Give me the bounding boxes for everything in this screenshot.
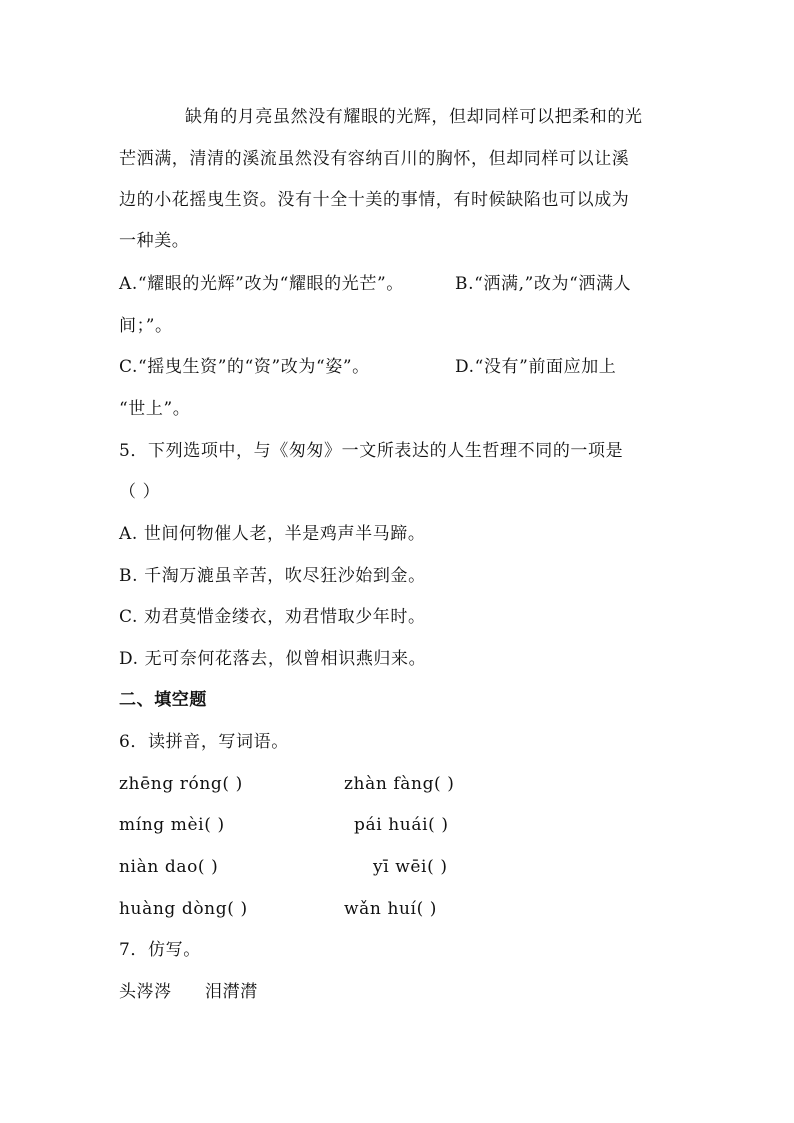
q5-option-c: C. 劝君莫惜金缕衣，劝君惜取少年时。: [119, 607, 426, 627]
q5-option-b: B. 千淘万漉虽辛苦，吹尽狂沙始到金。: [119, 566, 426, 586]
q5-option-a: A. 世间何物催人老，半是鸡声半马蹄。: [119, 524, 426, 544]
q6-stem: 6．读拼音，写词语。: [119, 732, 289, 752]
q6-item-3-left: niàn dao( ): [119, 857, 219, 877]
q6-item-2-right: pái huái( ): [354, 815, 449, 835]
q6-item-1-right: zhàn fàng( ): [344, 774, 455, 794]
section-heading-fill-in: 二、填空题: [119, 690, 207, 710]
q7-stem: 7．仿写。: [119, 940, 201, 960]
q5-stem: 5．下列选项中，与《匆匆》一文所表达的人生哲理不同的一项是: [119, 441, 624, 461]
q6-item-1-left: zhēng róng( ): [119, 774, 243, 794]
passage-line-4: 一种美。: [119, 231, 190, 251]
q6-item-4-left: huàng dòng( ): [119, 899, 248, 919]
q4-option-d-cont: “世上”。: [119, 399, 191, 419]
q5-option-d: D. 无可奈何花落去，似曾相识燕归来。: [119, 649, 427, 669]
q5-answer-paren: （ ）: [119, 482, 161, 502]
q4-option-b-cont: 间；”。: [119, 316, 173, 336]
q4-option-c: C.“摇曳生资”的“资”改为“姿”。: [119, 357, 370, 377]
q6-item-4-right: wǎn huí( ): [344, 899, 438, 919]
q4-option-d: D.“没有”前面应加上: [455, 357, 617, 377]
q6-item-2-left: míng mèi( ): [119, 815, 225, 835]
q4-option-a: A.“耀眼的光辉”改为“耀眼的光芒”。: [119, 274, 404, 294]
q6-item-3-right: yī wēi( ): [373, 857, 448, 877]
q7-example-word-2: 泪潸潸: [205, 982, 258, 1002]
q7-example-word-1: 头涔涔: [119, 982, 172, 1002]
passage-line-2: 芒洒满，清清的溪流虽然没有容纳百川的胸怀，但却同样可以让溪: [119, 149, 630, 169]
q4-option-b: B.“洒满,”改为“洒满人: [455, 274, 632, 294]
passage-line-3: 边的小花摇曳生资。没有十全十美的事情，有时候缺陷也可以成为: [119, 190, 630, 210]
passage-line-1: 缺角的月亮虽然没有耀眼的光辉，但却同样可以把柔和的光: [185, 107, 643, 127]
